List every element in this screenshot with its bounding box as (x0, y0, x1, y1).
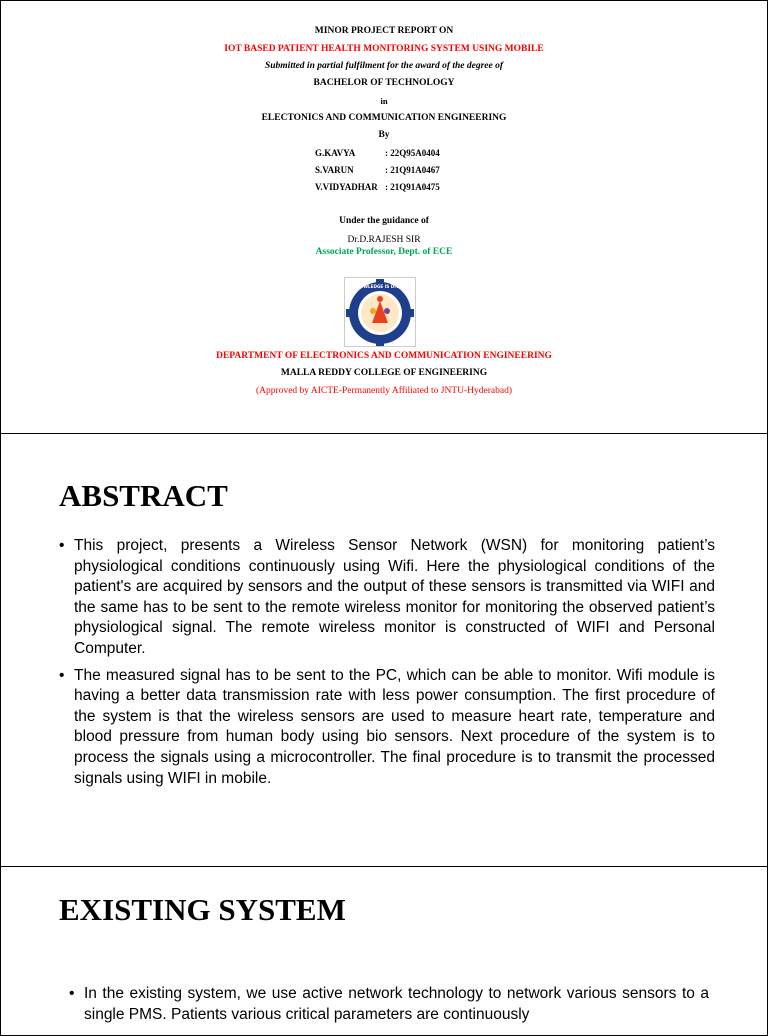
author-name: S.VARUN (315, 165, 354, 175)
author-roll: : 22Q95A0404 (385, 148, 440, 158)
branch-line: ELECTONICS AND COMMUNICATION ENGINEERING (261, 113, 507, 123)
project-title: IOT BASED PATIENT HEALTH MONITORING SYSTEM USING MOBILE (224, 44, 544, 54)
author-row (315, 165, 440, 175)
author-roll: : 21Q91A0475 (385, 182, 440, 192)
by-line: By (378, 130, 390, 140)
college-logo (344, 277, 416, 347)
submitted-line: Submitted in partial fulfilment for the award of the degree of (264, 61, 504, 71)
in-line: in (380, 96, 388, 106)
slide-title: ABSTRACT (59, 478, 228, 513)
guidance-line: Under the guidance of (339, 216, 429, 226)
bullet-list (59, 536, 715, 795)
bullet-text: In the existing system, we use active network technology to network various sensors to a single PMS. Patients various critical parameters are continuously (84, 985, 709, 1023)
author-name: V.VIDYADHAR (315, 182, 378, 192)
bullet-item (59, 666, 715, 790)
bullet-text: The measured signal has to be sent to the PC, which can be able to monitor. Wifi module is having a better data transmission rate with less power consumption. The first procedure of the system is that the wireless sensors are used to measure heart rate, temperature and blood pressure from human body using bio sensors. Next procedure of the system is to process the signals using a microcontroller. The final procedure is to transmit the processed signals using WIFI in mobile. (74, 666, 715, 787)
abstract-slide (0, 433, 768, 867)
report-heading: MINOR PROJECT REPORT ON (314, 26, 454, 36)
bullet-marker: • (59, 666, 65, 684)
author-row (315, 148, 440, 158)
bullet-text: This project, presents a Wireless Sensor Network (WSN) for monitoring patient’s physiological conditions continuously using Wifi. Here the physiological conditions of the patient's are acquired by sensors and the output of these sensors is transmitted via WIFI and the same has to be sent to the remote wireless monitor for monitoring the observed patient’s physiological signal. The remote wireless monitor is constructed of WIFI and Personal Computer. (74, 537, 715, 657)
approval-line: (Approved by AICTE-Permanently Affiliated to JNTU-Hyderabad) (256, 386, 512, 396)
author-roll: : 21Q91A0467 (385, 165, 440, 175)
bullet-list (69, 984, 709, 1031)
author-row (315, 182, 440, 192)
logo-motto: KNOWLEDGE IS DIVINE (353, 284, 407, 289)
guide-name: Dr.D.RAJESH SIR (347, 235, 421, 245)
guide-designation: Associate Professor, Dept. of ECE (315, 247, 453, 257)
bullet-marker: • (69, 985, 75, 1002)
cover-slide (0, 0, 768, 434)
bullet-item (69, 984, 709, 1025)
existing-system-slide (0, 866, 768, 1036)
slide-title: EXISTING SYSTEM (59, 892, 346, 927)
degree-line: BACHELOR OF TECHNOLOGY (313, 78, 455, 88)
bullet-marker: • (59, 537, 65, 554)
college-line: MALLA REDDY COLLEGE OF ENGINEERING (280, 368, 488, 378)
bullet-item (59, 536, 715, 660)
department-line: DEPARTMENT OF ELECTRONICS AND COMMUNICATION ENGINEERING (216, 351, 552, 361)
author-name: G.KAVYA (315, 148, 356, 158)
